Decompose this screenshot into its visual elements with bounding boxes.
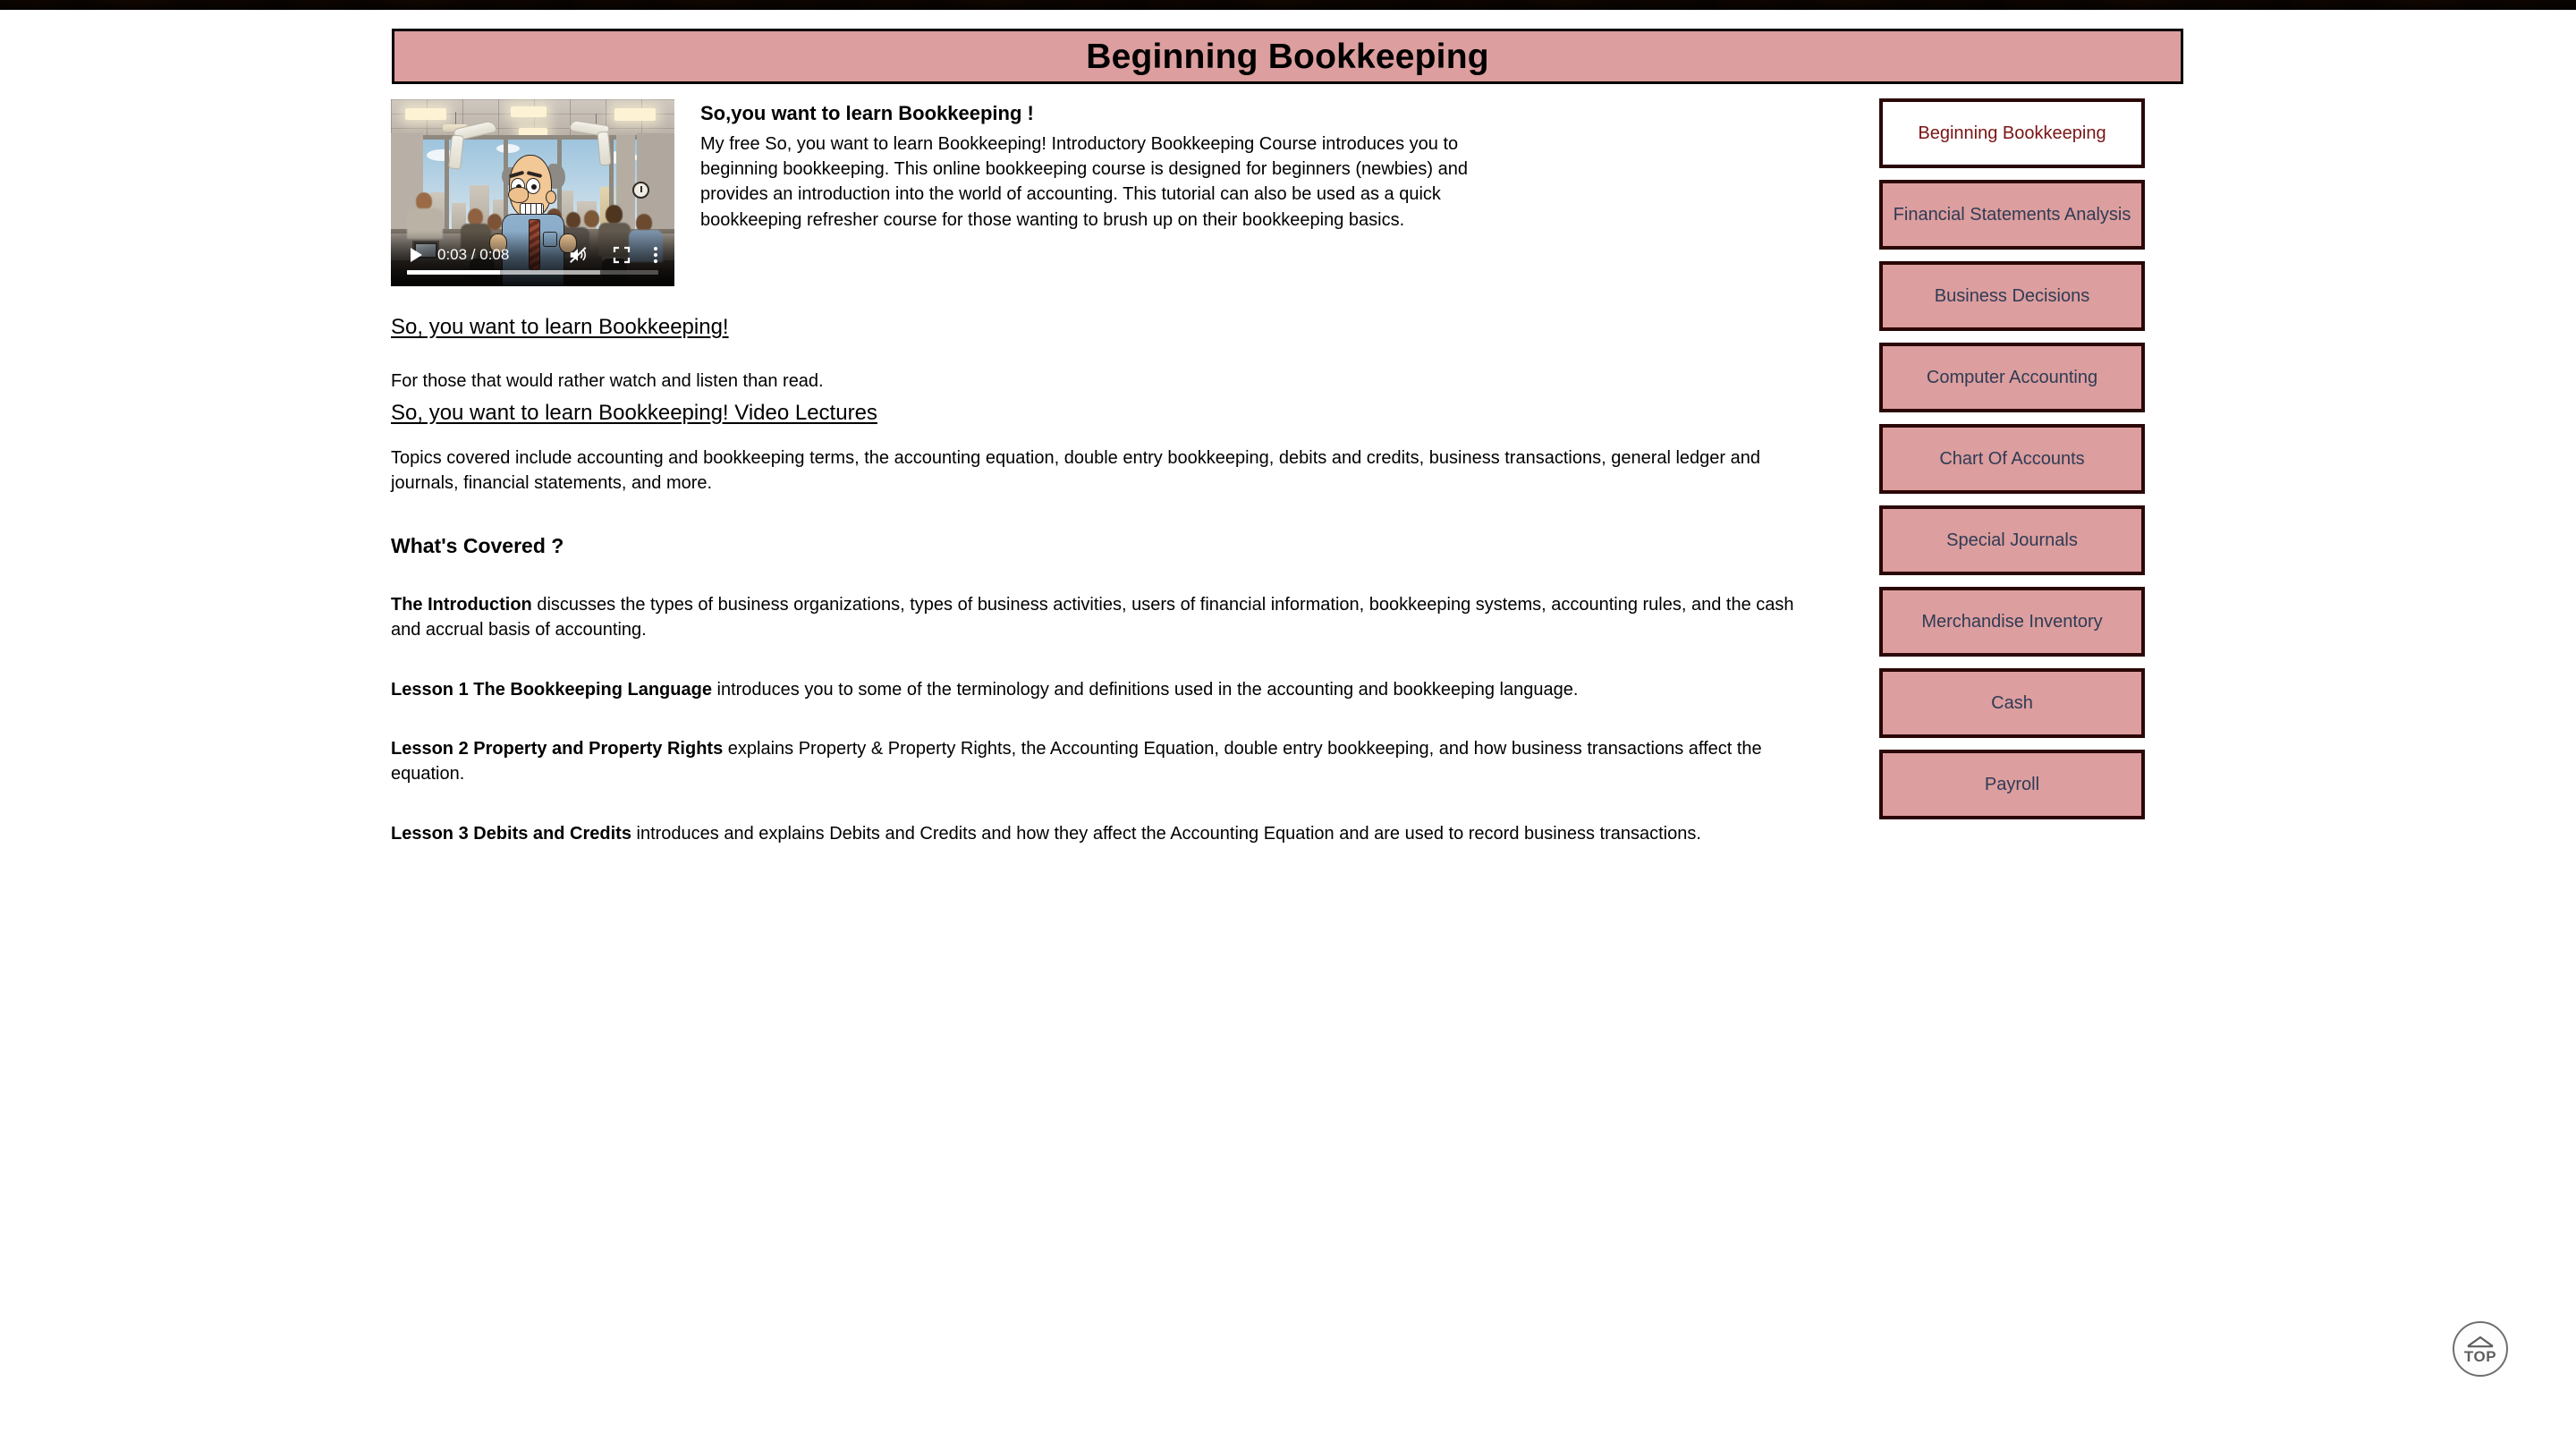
- intro-paragraph: My free So, you want to learn Bookkeeping! Introductory Bookkeeping Course introduces you to beginning bookkeeping. This online bookkeeping course is designed for beginners (newbies) and provides an introduction into the world of accounting. This tutorial can also be used as a quick bookkeeping refresher course for those wanting to brush up on their bookkeeping basics.: [700, 133, 1468, 230]
- lesson-paragraph: [391, 677, 1809, 702]
- topics-paragraph: Topics covered include accounting and bookkeeping terms, the accounting equation, double entry bookkeeping, debits and credits, business transactions, general ledger and journals, financial statements, and more.: [391, 448, 1760, 494]
- sidebar-item-label: Merchandise Inventory: [1921, 611, 2103, 632]
- mute-icon[interactable]: [568, 245, 588, 265]
- lesson-description: introduces you to some of the terminology and definitions used in the accounting and bookkeeping language.: [711, 679, 1579, 700]
- sidebar-item-label: Payroll: [1984, 774, 2040, 794]
- whats-covered-heading: What's Covered ?: [391, 533, 564, 557]
- more-options-icon[interactable]: [649, 246, 662, 264]
- lesson-paragraph: [391, 821, 1809, 846]
- sidebar-item-payroll[interactable]: [1879, 750, 2145, 819]
- primary-link-row: [391, 315, 1813, 340]
- video-progress-bar[interactable]: [407, 270, 658, 275]
- lesson-title: Lesson 2 Property and Property Rights: [391, 738, 724, 759]
- lesson-paragraph: [391, 592, 1809, 643]
- video-ceiling-light: [614, 108, 656, 121]
- link-video-lectures[interactable]: So, you want to learn Bookkeeping! Video Lectures: [391, 401, 877, 425]
- play-icon[interactable]: [407, 246, 425, 264]
- video-crowd-worker: [636, 214, 652, 232]
- sidebar-item-label: Beginning Bookkeeping: [1918, 123, 2106, 143]
- video-crowd-worker: [606, 205, 623, 224]
- scroll-to-top-label: TOP: [2463, 1347, 2497, 1365]
- character-nose: [508, 187, 529, 203]
- wall-clock-icon: [632, 182, 649, 199]
- sidebar-item-label: Financial Statements Analysis: [1893, 204, 2131, 225]
- sidebar-item-special-journals[interactable]: [1879, 505, 2145, 575]
- video-played-bar: [407, 270, 500, 275]
- page-canvas: [0, 10, 2576, 1442]
- sidebar-item-cash[interactable]: [1879, 668, 2145, 738]
- link-learn-bookkeeping[interactable]: So, you want to learn Bookkeeping!: [391, 315, 729, 339]
- lesson-paragraph: [391, 736, 1809, 787]
- lesson-description: introduces and explains Debits and Credits and how they affect the Accounting Equation and are used to record business transactions.: [631, 823, 1701, 844]
- video-ceiling-light: [511, 106, 547, 117]
- video-time-display: 0:03 / 0:08: [437, 246, 510, 263]
- sidebar-item-business-decisions[interactable]: [1879, 261, 2145, 331]
- video-button-row: [391, 242, 674, 268]
- sidebar-item-label: Chart Of Accounts: [1939, 448, 2085, 469]
- lesson-description: discusses the types of business organizations, types of business activities, users of financial information, bookkeeping systems, accounting rules, and the cash and accrual basis of accounting.: [391, 594, 1794, 640]
- sidebar-item-chart-of-accounts[interactable]: [1879, 424, 2145, 494]
- intro-text-block: [700, 99, 1813, 233]
- video-ceiling-light: [405, 108, 446, 120]
- video-crowd-worker: [566, 212, 580, 228]
- lesson-title: The Introduction: [391, 594, 532, 615]
- video-lectures-link-row: [391, 401, 1813, 426]
- sidebar-item-label: Special Journals: [1946, 530, 2078, 550]
- video-controls-bar: [391, 231, 674, 286]
- sidebar-item-label: Cash: [1991, 692, 2033, 713]
- sidebar-item-financial-statements-analysis[interactable]: [1879, 180, 2145, 250]
- sidebar-item-label: Business Decisions: [1934, 285, 2090, 306]
- intro-row: [391, 99, 1813, 286]
- video-cloud: [496, 144, 520, 153]
- fullscreen-icon[interactable]: [613, 246, 631, 264]
- intro-heading: So,you want to learn Bookkeeping !: [700, 102, 1034, 124]
- video-crowd-worker: [487, 214, 502, 230]
- video-window-mullion: [445, 135, 449, 235]
- lessons-list: [391, 592, 1813, 846]
- sidebar-item-beginning-bookkeeping[interactable]: [1879, 98, 2145, 168]
- scroll-to-top-button[interactable]: [2453, 1321, 2508, 1377]
- character-ear: [546, 191, 556, 204]
- chevron-up-icon: [2465, 1335, 2496, 1348]
- page-background-strip: [0, 0, 2576, 10]
- page-title: Beginning Bookkeeping: [1086, 37, 1489, 76]
- page-header-banner: [392, 29, 2183, 84]
- lesson-title: Lesson 1 The Bookkeeping Language: [391, 679, 712, 700]
- watch-listen-paragraph: For those that would rather watch and listen than read.: [391, 371, 824, 391]
- video-crowd-worker: [584, 210, 599, 227]
- main-content: [391, 99, 1813, 846]
- lesson-description: explains Property & Property Rights, the Accounting Equation, double entry bookkeeping, and how business transactions affect the equation.: [391, 738, 1762, 785]
- video-crowd-worker: [416, 192, 432, 210]
- course-navigation-sidebar: [1879, 98, 2145, 831]
- video-player[interactable]: [391, 99, 674, 286]
- sidebar-item-computer-accounting[interactable]: [1879, 343, 2145, 412]
- sidebar-item-label: Computer Accounting: [1926, 367, 2098, 387]
- sidebar-item-merchandise-inventory[interactable]: [1879, 587, 2145, 657]
- lesson-title: Lesson 3 Debits and Credits: [391, 823, 631, 844]
